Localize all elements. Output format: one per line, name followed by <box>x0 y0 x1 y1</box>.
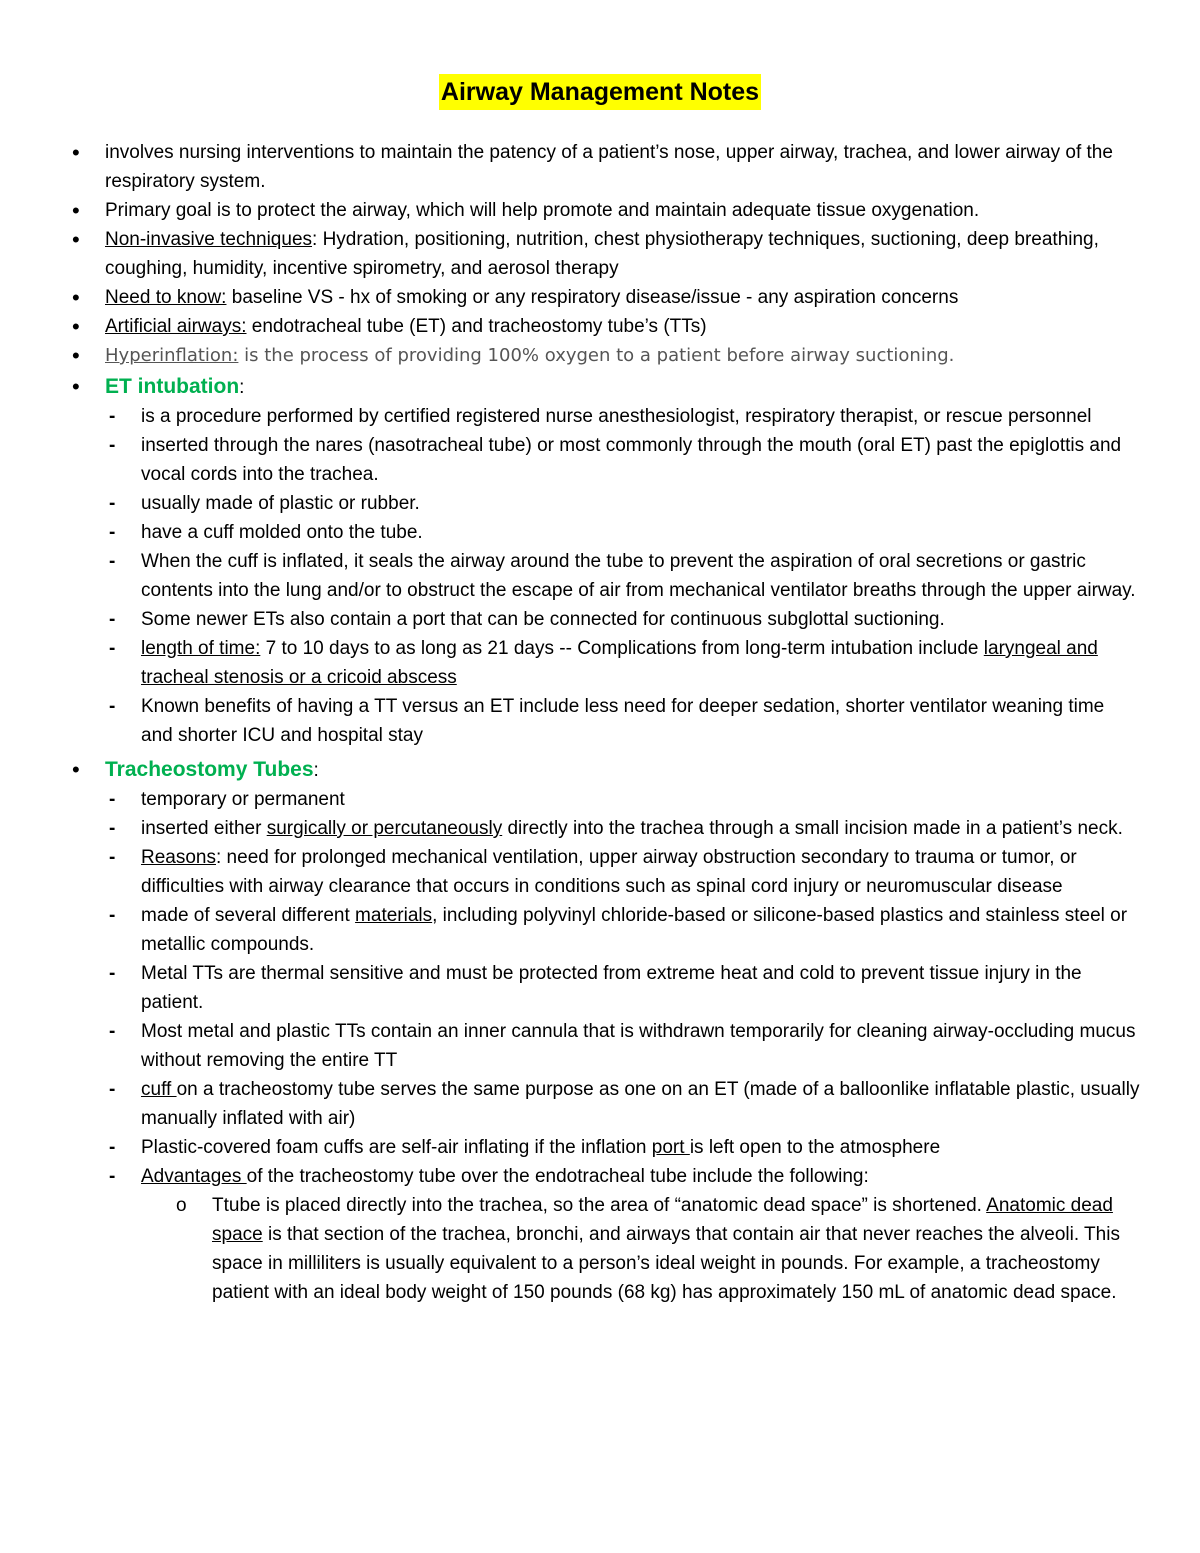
tt-item <box>0 1133 1200 1162</box>
bullet-item <box>0 312 1200 341</box>
item-underlined: Anatomic dead space <box>212 1195 1113 1245</box>
tt-section-heading <box>0 755 1200 785</box>
bullet-item <box>0 196 1200 225</box>
item-text: Most metal and plastic TTs contain an inner cannula that is withdrawn temporarily for cleaning airway-occluding mucus without removing the entire TT <box>141 1021 1136 1071</box>
item-label: Reasons <box>141 847 216 868</box>
dash-marker: - <box>109 406 116 427</box>
bullet-marker: • <box>72 285 80 310</box>
item-text: of the tracheostomy tube over the endotracheal tube include the following: <box>246 1166 869 1187</box>
item-underlined: cuff <box>141 1079 177 1100</box>
et-item <box>0 402 1200 431</box>
item-underlined: Advantages <box>141 1166 247 1187</box>
dash-marker: - <box>109 551 116 572</box>
tt-item <box>0 901 1200 959</box>
et-item <box>0 605 1200 634</box>
bullet-item <box>0 283 1200 312</box>
item-text: made of several different <box>141 905 356 926</box>
notes-body <box>0 138 1200 1307</box>
bullet-marker: • <box>72 198 80 223</box>
tt-item <box>0 1017 1200 1075</box>
dash-marker: - <box>109 847 116 868</box>
item-text: is that section of the trachea, bronchi, and airways that contain air that never reaches the alveoli. This space in milliliters is usually equivalent to a person’s ideal weight in pounds. For example, a tracheostomy patient with an ideal body weight of 150 pounds (68 kg) has approximately 150 mL of anatomic dead space. <box>212 1224 1120 1303</box>
tt-subitem <box>0 1191 1200 1307</box>
heading-colon: : <box>239 377 245 398</box>
item-text: Some newer ETs also contain a port that can be connected for continuous subglottal suctioning. <box>141 609 945 630</box>
bullet-label: Need to know: <box>105 287 227 308</box>
bullet-text: : Hydration, positioning, nutrition, chest physiotherapy techniques, suctioning, deep breathing, coughing, humidity, incentive spirometry, and aerosol therapy <box>105 229 1099 279</box>
dash-marker: - <box>109 1079 116 1100</box>
page-title: Airway Management Notes <box>439 74 761 110</box>
item-text: 7 to 10 days to as long as 21 days -- Complications from long-term intubation include <box>260 638 984 659</box>
bullet-label: Non-invasive techniques <box>105 229 313 250</box>
item-label: length of time: <box>141 638 261 659</box>
et-item <box>0 489 1200 518</box>
item-text: usually made of plastic or rubber. <box>141 493 420 514</box>
item-text: have a cuff molded onto the tube. <box>141 522 423 543</box>
bullet-marker: • <box>72 227 80 252</box>
bullet-marker: • <box>72 314 80 339</box>
item-underlined: port <box>651 1137 690 1158</box>
et-item <box>0 518 1200 547</box>
item-text: directly into the trachea through a small incision made in a patient’s neck. <box>502 818 1123 839</box>
item-underlined: surgically or percutaneously <box>266 818 503 839</box>
bullet-marker: • <box>72 374 80 399</box>
et-section-heading <box>0 372 1200 402</box>
item-text: is a procedure performed by certified registered nurse anesthesiologist, respiratory therapist, or rescue personnel <box>141 406 1092 427</box>
item-text: When the cuff is inflated, it seals the airway around the tube to prevent the aspiration of oral secretions or gastric contents into the lung and/or to obstruct the escape of air from mechanical ventilator breaths through the upper airway. <box>141 551 1136 601</box>
bullet-marker: • <box>72 140 80 165</box>
dash-marker: - <box>109 493 116 514</box>
bullet-marker: • <box>72 343 80 368</box>
dash-marker: - <box>109 1021 116 1042</box>
dash-marker: - <box>109 609 116 630</box>
item-text: Plastic-covered foam cuffs are self-air inflating if the inflation <box>141 1137 652 1158</box>
dash-marker: - <box>109 905 116 926</box>
tt-item <box>0 814 1200 843</box>
circle-marker: o <box>176 1195 187 1216</box>
item-underlined: laryngeal and tracheal stenosis or a cricoid abscess <box>141 638 1098 688</box>
tt-item <box>0 959 1200 1017</box>
dash-marker: - <box>109 963 116 984</box>
item-text: temporary or permanent <box>141 789 345 810</box>
dash-marker: - <box>109 1137 116 1158</box>
bullet-item <box>0 138 1200 196</box>
tt-item <box>0 1075 1200 1133</box>
bullet-item <box>0 225 1200 283</box>
item-text: inserted either <box>141 818 267 839</box>
item-underlined: materials <box>355 905 433 926</box>
item-text: is left open to the atmosphere <box>689 1137 941 1158</box>
dash-marker: - <box>109 522 116 543</box>
et-item <box>0 431 1200 489</box>
dash-marker: - <box>109 789 116 810</box>
tt-item <box>0 843 1200 901</box>
dash-marker: - <box>109 1166 116 1187</box>
bullet-text: endotracheal tube (ET) and tracheostomy tube’s (TTs) <box>246 316 707 337</box>
title-wrap <box>0 74 1200 110</box>
item-text: , including polyvinyl chloride-based or silicone-based plastics and stainless steel or metallic compounds. <box>141 905 1128 955</box>
dash-marker: - <box>109 435 116 456</box>
dash-marker: - <box>109 638 116 659</box>
item-text: Known benefits of having a TT versus an ET include less need for deeper sedation, shorter ventilator weaning time and shorter ICU and hospital stay <box>141 696 1105 746</box>
bullet-text: Primary goal is to protect the airway, which will help promote and maintain adequate tissue oxygenation. <box>105 200 980 221</box>
bullet-text: involves nursing interventions to maintain the patency of a patient’s nose, upper airway, trachea, and lower airway of the respiratory system. <box>105 142 1113 192</box>
bullet-label: Hyperinflation: <box>105 345 239 366</box>
bullet-item <box>0 341 1200 370</box>
heading-colon: : <box>313 760 319 781</box>
et-heading: ET intubation <box>105 375 240 398</box>
bullet-text: is the process of providing 100% oxygen to a patient before airway suctioning. <box>238 345 955 366</box>
dash-marker: - <box>109 818 116 839</box>
item-text: on a tracheostomy tube serves the same purpose as one on an ET (made of a balloonlike inflatable plastic, usually manually inflated with air) <box>141 1079 1140 1129</box>
item-text: Metal TTs are thermal sensitive and must be protected from extreme heat and cold to prevent tissue injury in the patient. <box>141 963 1082 1013</box>
dash-marker: - <box>109 696 116 717</box>
bullet-marker: • <box>72 757 80 782</box>
item-text: : need for prolonged mechanical ventilation, upper airway obstruction secondary to trauma or tumor, or difficulties with airway clearance that occurs in conditions such as spinal cord injury or neuromuscular disease <box>141 847 1077 897</box>
bullet-text: baseline VS - hx of smoking or any respiratory disease/issue - any aspiration concerns <box>226 287 959 308</box>
item-text: Ttube is placed directly into the trachea, so the area of “anatomic dead space” is shortened. <box>212 1195 987 1216</box>
et-item <box>0 692 1200 750</box>
et-item <box>0 547 1200 605</box>
item-text: inserted through the nares (nasotracheal tube) or most commonly through the mouth (oral ET) past the epiglottis and vocal cords into the trachea. <box>141 435 1122 485</box>
et-item <box>0 634 1200 692</box>
tt-heading: Tracheostomy Tubes <box>105 758 314 781</box>
tt-item <box>0 785 1200 814</box>
bullet-label: Artificial airways: <box>105 316 247 337</box>
tt-item <box>0 1162 1200 1191</box>
